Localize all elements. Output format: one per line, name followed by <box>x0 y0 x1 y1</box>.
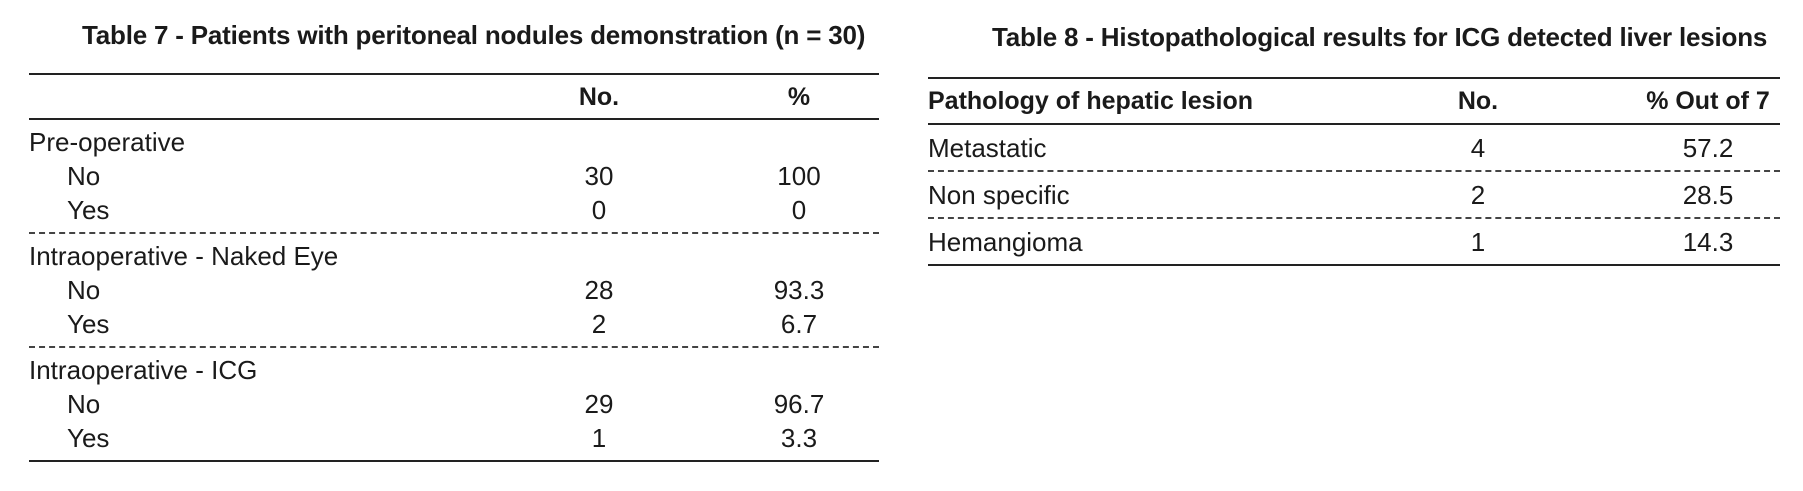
cell-no: 0 <box>591 195 607 225</box>
table-row <box>29 158 879 192</box>
table8-header-no: No. <box>1457 87 1499 115</box>
cell-no: 1 <box>1470 227 1486 257</box>
table7-header-row <box>29 75 879 120</box>
group-label: Intraoperative - ICG <box>29 355 258 385</box>
cell-pct: 93.3 <box>773 275 825 305</box>
table-row <box>928 219 1780 266</box>
group-label: Intraoperative - Naked Eye <box>29 241 339 271</box>
table-row <box>29 192 879 226</box>
table7-title: Table 7 - Patients with peritoneal nodules demonstration (n = 30) <box>82 20 866 50</box>
cell-no: 28 <box>584 275 614 305</box>
table-row <box>29 306 879 340</box>
cell-no: 4 <box>1470 133 1486 163</box>
cell-pct: 14.3 <box>1682 227 1734 257</box>
cell-pathology: Metastatic <box>928 133 1047 163</box>
table-row <box>29 272 879 306</box>
cell-pct: 28.5 <box>1682 180 1734 210</box>
cell-pathology: Hemangioma <box>928 227 1083 257</box>
table7-group-icg <box>29 348 879 462</box>
cell-no: 2 <box>591 309 607 339</box>
cell-pct: 6.7 <box>780 309 818 339</box>
cell-pct: 0 <box>791 195 807 225</box>
cell-pct: 96.7 <box>773 389 825 419</box>
table8 <box>928 77 1780 266</box>
table7-group-naked-eye <box>29 234 879 348</box>
cell-no: 2 <box>1470 180 1486 210</box>
table8-header-pct: % Out of 7 <box>1646 87 1770 115</box>
row-label: No <box>67 275 101 305</box>
table-row <box>29 386 879 420</box>
table7-group-preoperative <box>29 120 879 234</box>
row-label: Yes <box>67 195 110 225</box>
table7 <box>29 73 879 462</box>
cell-no: 30 <box>584 161 614 191</box>
row-label: No <box>67 161 101 191</box>
cell-pathology: Non specific <box>928 180 1070 210</box>
table-row <box>928 172 1780 219</box>
cell-no: 29 <box>584 389 614 419</box>
row-label: Yes <box>67 423 110 453</box>
table7-header-pct: % <box>787 83 811 111</box>
cell-no: 1 <box>591 423 607 453</box>
table8-header-pathology: Pathology of hepatic lesion <box>928 87 1254 115</box>
cell-pct: 100 <box>777 161 821 191</box>
table-row <box>29 420 879 454</box>
cell-pct: 3.3 <box>780 423 818 453</box>
cell-pct: 57.2 <box>1682 133 1734 163</box>
row-label: Yes <box>67 309 110 339</box>
row-label: No <box>67 389 101 419</box>
table8-header-row <box>928 79 1780 125</box>
table7-header-no: No. <box>578 83 620 111</box>
group-label: Pre-operative <box>29 127 186 157</box>
table-row <box>928 125 1780 172</box>
table8-title: Table 8 - Histopathological results for ICG detected liver lesions <box>992 22 1768 52</box>
